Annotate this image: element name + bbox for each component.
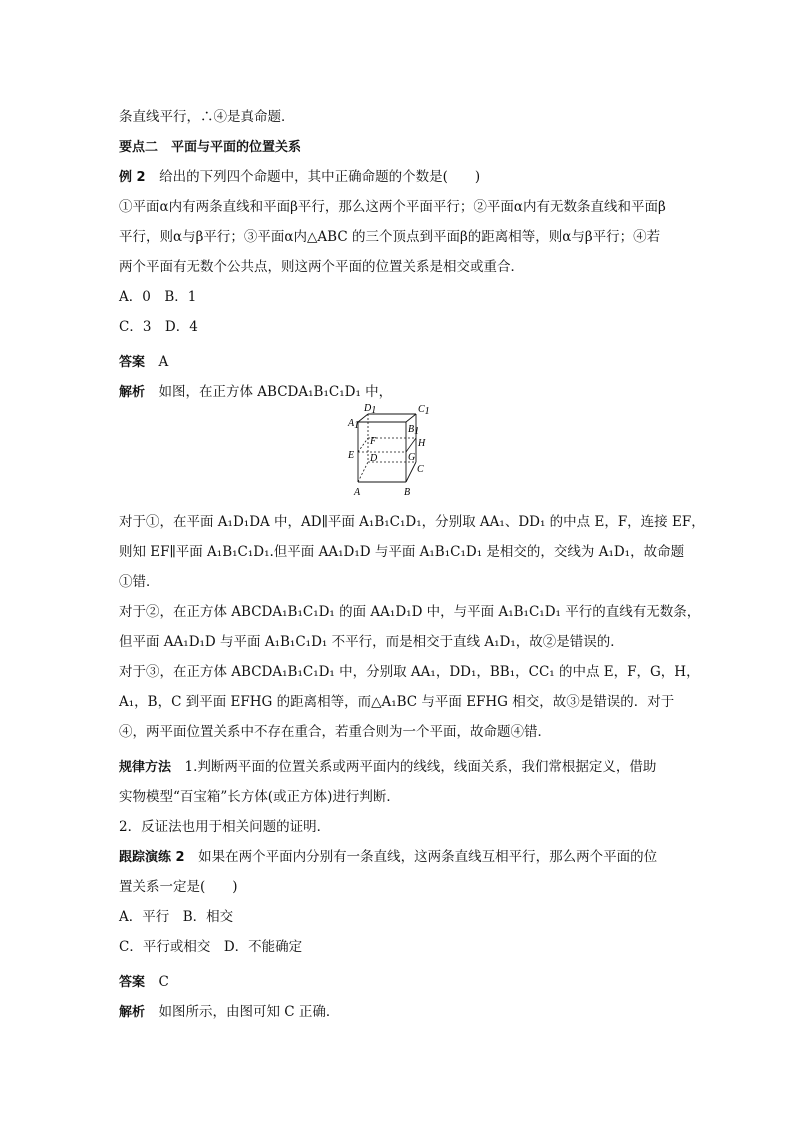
para-3-c-part-0: ④，两平面位置关系中不存在重合，若重合则为一个平面，故命题④错．: [119, 724, 551, 740]
practice-answer-part-1: C: [145, 974, 169, 990]
para-1-a: [119, 512, 705, 532]
label-b1: B1: [408, 424, 420, 437]
para-2-a-part-0: 对于②，在正方体 ABCDA₁B₁C₁D₁ 的面 AA₁D₁D 中，与平面 A₁B₁C₁D₁ 平行的直线有无数条，: [119, 604, 701, 620]
para-3-b-part-0: A₁，B，C 到平面 EFHG 的距离相等，而△A₁BC 与平面 EFHG 相交，故③是错误的．对于: [119, 694, 675, 710]
practice-2-question-2-part-0: 置关系一定是( ): [119, 879, 238, 895]
label-h: H: [418, 438, 426, 449]
para-2-a: [119, 602, 701, 622]
example-2-question-part-1: 给出的下列四个命题中，其中正确命题的个数是( ): [145, 169, 481, 185]
practice-2-question-2: [119, 877, 679, 897]
answer-line-part-1: A: [145, 354, 169, 370]
analysis-line-part-0: 解析: [119, 385, 146, 400]
label-f: F: [370, 436, 377, 447]
label-a: A: [354, 487, 361, 498]
practice-option-cd-part-0: C．平行或相交 D．不能确定: [119, 939, 303, 955]
option-ab: [119, 287, 679, 307]
practice-option-ab-part-0: A．平行 B．相交: [119, 909, 234, 925]
label-d: D: [370, 453, 378, 464]
practice-option-ab: [119, 907, 679, 927]
practice-2-question-part-0: 跟踪演练 2: [119, 850, 185, 865]
para-3-b: [119, 692, 679, 712]
method-line-1-part-0: 规律方法: [119, 760, 172, 775]
label-g: G: [408, 452, 416, 463]
para-3-a-part-0: 对于③，在正方体 ABCDA₁B₁C₁D₁ 中，分别取 AA₁，DD₁，BB₁，CC₁ 的中点 E，F，G，H，: [119, 664, 700, 680]
para-1-a-part-0: 对于①，在平面 A₁D₁DA 中，AD∥平面 A₁B₁C₁D₁，分别取 AA₁、DD₁ 的中点 E，F，连接 EF，: [119, 514, 705, 530]
section-title-part-0: 要点二 平面与平面的位置关系: [119, 140, 302, 155]
example-2-body-2-part-0: 平行，则α与β平行；③平面α内△ABC 的三个顶点到平面β的距离相等，则α与β平行；④若: [119, 229, 661, 245]
practice-2-question: [119, 847, 679, 868]
example-2-body-2: [119, 227, 679, 247]
label-d1: D1: [364, 403, 377, 416]
practice-option-cd: [119, 937, 679, 957]
option-ab-part-0: A．0 B．1: [119, 289, 197, 305]
para-1-c: [119, 572, 679, 592]
para-1-c-part-0: ①错．: [119, 574, 160, 590]
option-cd-part-0: C．3 D．4: [119, 319, 198, 335]
para-1-b: [119, 542, 685, 562]
practice-answer: [119, 972, 679, 993]
practice-analysis-part-0: 解析: [119, 1005, 146, 1020]
para-1-b-part-0: 则知 EF∥平面 A₁B₁C₁D₁.但平面 AA₁D₁D 与平面 A₁B₁C₁D₁ 是相交的，交线为 A₁D₁，故命题: [119, 544, 685, 560]
intro-line-part-0: 条直线平行，∴④是真命题．: [119, 109, 295, 125]
para-2-b-part-0: 但平面 AA₁D₁D 与平面 A₁B₁C₁D₁ 不平行，而是相交于直线 A₁D₁，故②是错误的．: [119, 634, 624, 650]
label-c: C: [417, 464, 424, 475]
method-line-1-part-1: 1.判断两平面的位置关系或两平面内的线线，线面关系，我们常根据定义，借助: [171, 759, 657, 775]
method-line-3-part-0: 2．反证法也用于相关问题的证明．: [119, 819, 331, 835]
example-2-body-3-part-0: 两个平面有无数个公共点，则这两个平面的位置关系是相交或重合．: [119, 259, 524, 275]
para-3-a: [119, 662, 700, 682]
practice-2-question-part-1: 如果在两个平面内分别有一条直线，这两条直线互相平行，那么两个平面的位: [184, 849, 658, 865]
example-2-body-3: [119, 257, 679, 277]
label-a1: A1: [348, 418, 360, 431]
method-line-2-part-0: 实物模型“百宝箱”长方体(或正方体)进行判断．: [119, 789, 400, 805]
method-line-3: [119, 817, 679, 837]
label-e: E: [348, 450, 355, 461]
method-line-1: [119, 757, 679, 778]
section-title: [119, 137, 679, 158]
intro-line: [119, 107, 679, 127]
example-2-body-1: [119, 197, 679, 217]
practice-analysis-part-1: 如图所示，由图可知 C 正确．: [145, 1004, 340, 1020]
example-2-body-1-part-0: ①平面α内有两条直线和平面β平行，那么这两个平面平行；②平面α内有无数条直线和平面β: [119, 199, 666, 215]
para-3-c: [119, 722, 679, 742]
option-cd: [119, 317, 679, 337]
practice-answer-part-0: 答案: [119, 975, 146, 990]
answer-line-part-0: 答案: [119, 355, 146, 370]
cube-figure: [340, 400, 460, 500]
example-2-question: [119, 167, 679, 188]
answer-line: [119, 352, 679, 373]
analysis-line-part-1: 如图，在正方体 ABCDA₁B₁C₁D₁ 中，: [145, 384, 393, 400]
practice-analysis: [119, 1002, 679, 1023]
example-2-question-part-0: 例 2: [119, 170, 146, 185]
label-c1: C1: [418, 404, 430, 417]
method-line-2: [119, 787, 679, 807]
label-b: B: [404, 487, 411, 498]
para-2-b: [119, 632, 679, 652]
